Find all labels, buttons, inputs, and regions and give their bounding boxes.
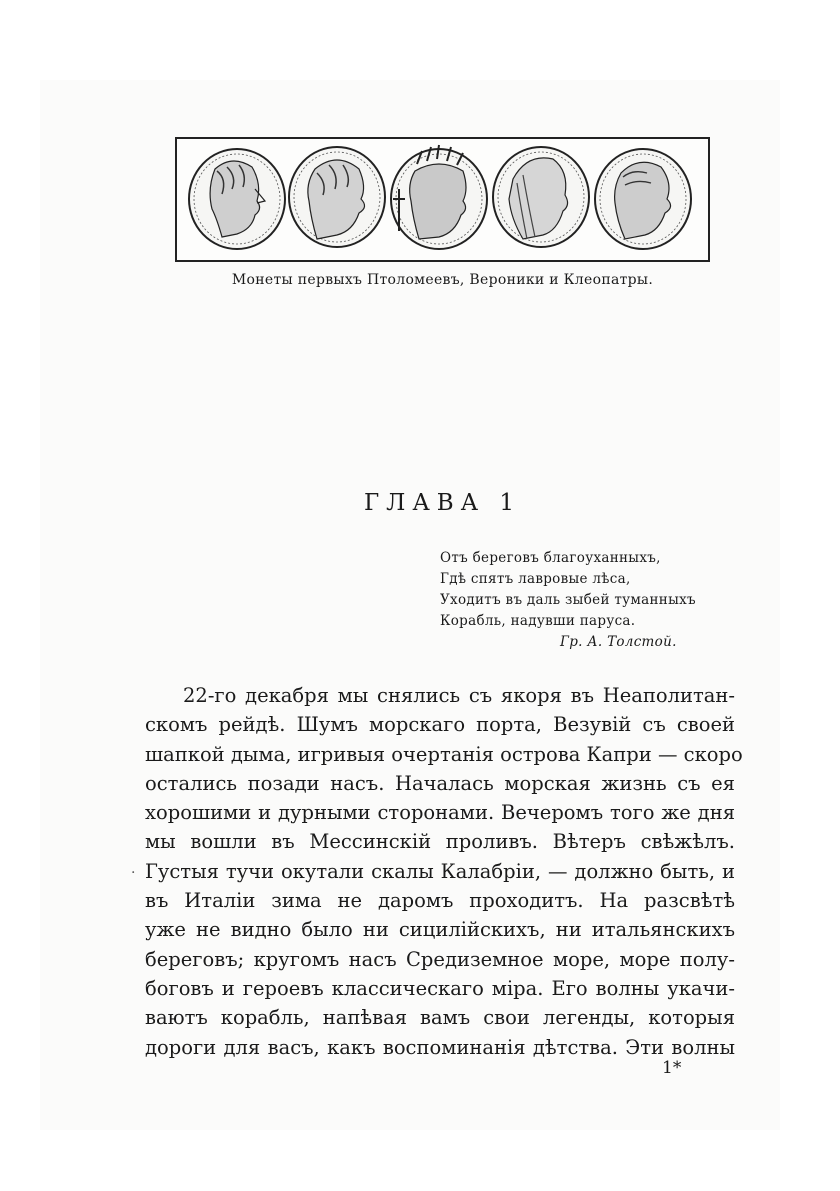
body-line: уже не видно было ни сицилійскихъ, ни итальянскихъ <box>145 918 735 942</box>
epigraph-line: Корабль, надувши паруса. <box>440 613 636 629</box>
epigraph-line: Гдѣ спятъ лавровые лѣса, <box>440 571 631 587</box>
body-line: мы вошли въ Мессинскій проливъ. Вѣтеръ свѣжѣлъ. <box>145 830 735 854</box>
coin-ptolemy-1 <box>189 149 285 249</box>
coins-engraving <box>177 139 708 260</box>
body-line: береговъ; кругомъ насъ Средиземное море, море полу- <box>145 947 735 971</box>
body-line: боговъ и героевъ классическаго міра. Его волны укачи- <box>145 976 735 1000</box>
chapter-heading: ГЛАВА 1 <box>363 490 522 516</box>
epigraph-line: Отъ береговъ благоуханныхъ, <box>440 550 661 566</box>
plate-caption: Монеты первыхъ Птоломеевъ, Вероники и Клеопатры. <box>231 272 654 288</box>
page-signature: 1* <box>662 1058 682 1078</box>
epigraph <box>440 548 740 653</box>
body-line: скомъ рейдѣ. Шумъ морскаго порта, Везувій съ своей <box>145 713 735 737</box>
epigraph-author: Гр. А. Толстой. <box>560 634 677 650</box>
body-line: Густыя тучи окутали скалы Калабріи, — должно быть, и <box>145 859 735 883</box>
body-line: шапкой дыма, игривыя очертанія острова Капри — скоро <box>145 742 743 766</box>
coin-queen-profile <box>595 149 691 249</box>
coin-ptolemy-2 <box>289 147 385 247</box>
coin-ptolemy-3-radiate <box>391 145 487 249</box>
body-line: хорошими и дурными сторонами. Вечеромъ того же дня <box>145 801 735 825</box>
epigraph-line: Уходитъ въ даль зыбей туманныхъ <box>440 592 696 608</box>
coin-veiled-queen <box>493 147 589 247</box>
body-text <box>145 681 743 1062</box>
margin-mark: · <box>131 865 136 881</box>
body-line: остались позади насъ. Началась морская жизнь съ ея <box>145 771 735 795</box>
coin-illustration-plate <box>175 137 710 262</box>
body-line: 22-го декабря мы снялись съ якоря въ Неаполитан- <box>183 684 735 707</box>
body-line: ваютъ корабль, напѣвая вамъ свои легенды, которыя <box>145 1006 735 1030</box>
body-line: дороги для васъ, какъ воспоминанія дѣтства. Эти волны <box>145 1035 735 1059</box>
body-line: въ Италіи зима не даромъ проходитъ. На разсвѣтѣ <box>145 889 735 913</box>
